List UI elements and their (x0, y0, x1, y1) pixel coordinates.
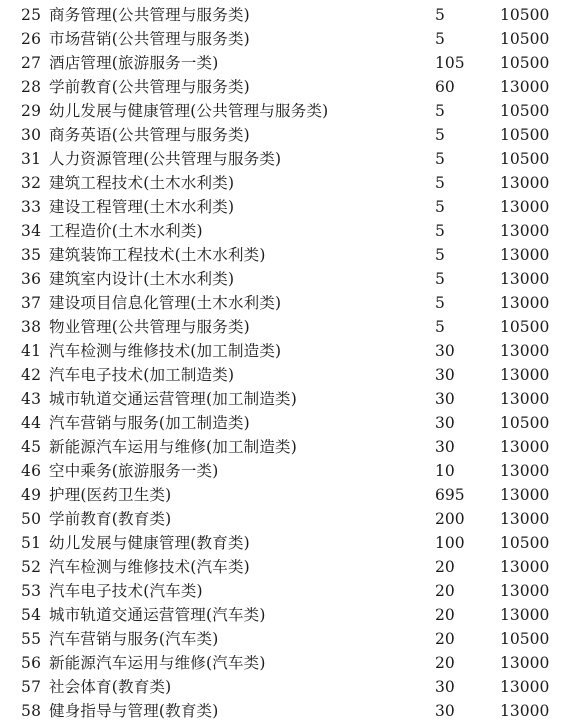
major-name: 市场营销(公共管理与服务类) (49, 30, 250, 48)
row-number: 38 (21, 318, 42, 336)
major-name: 新能源汽车运用与维修(汽车类) (49, 654, 266, 672)
tuition-fee: 13000 (500, 174, 550, 192)
row-number: 56 (21, 654, 42, 672)
table-row (0, 99, 568, 123)
major-name: 建筑工程技术(土木水利类) (49, 174, 235, 192)
enrollment-count: 5 (435, 246, 445, 264)
enrollment-count: 30 (435, 678, 455, 696)
enrollment-count: 20 (435, 654, 455, 672)
row-number: 35 (21, 246, 42, 264)
row-number: 57 (21, 678, 42, 696)
enrollment-count: 20 (435, 606, 455, 624)
enrollment-count: 20 (435, 558, 455, 576)
row-number: 27 (21, 54, 42, 72)
table-row (0, 579, 568, 603)
row-number: 34 (21, 222, 42, 240)
major-name: 工程造价(土木水利类) (49, 222, 203, 240)
table-row (0, 75, 568, 99)
major-name: 汽车检测与维修技术(汽车类) (49, 558, 250, 576)
tuition-fee: 10500 (500, 630, 550, 648)
enrollment-count: 5 (435, 102, 445, 120)
table-row (0, 483, 568, 507)
row-number: 26 (21, 30, 42, 48)
enrollment-count: 30 (435, 390, 455, 408)
major-name: 健身指导与管理(教育类) (49, 702, 219, 720)
row-number: 44 (21, 414, 42, 432)
major-name: 新能源汽车运用与维修(加工制造类) (49, 438, 297, 456)
row-number: 46 (21, 462, 42, 480)
table-row (0, 531, 568, 555)
enrollment-count: 20 (435, 582, 455, 600)
major-name: 汽车检测与维修技术(加工制造类) (49, 342, 282, 360)
table-row (0, 195, 568, 219)
row-number: 45 (21, 438, 42, 456)
enrollment-count: 5 (435, 198, 445, 216)
tuition-fee: 13000 (500, 654, 550, 672)
table-row (0, 627, 568, 651)
enrollment-count: 5 (435, 174, 445, 192)
major-name: 汽车电子技术(汽车类) (49, 582, 203, 600)
enrollment-count: 30 (435, 366, 455, 384)
enrollment-count: 30 (435, 342, 455, 360)
row-number: 29 (21, 102, 42, 120)
tuition-fee: 13000 (500, 222, 550, 240)
table-row (0, 339, 568, 363)
tuition-fee: 13000 (500, 246, 550, 264)
table-row (0, 459, 568, 483)
major-name: 物业管理(公共管理与服务类) (49, 318, 250, 336)
tuition-fee: 10500 (500, 414, 550, 432)
table-row (0, 603, 568, 627)
enrollment-count: 5 (435, 126, 445, 144)
table-row (0, 291, 568, 315)
tuition-fee: 10500 (500, 54, 550, 72)
row-number: 49 (21, 486, 42, 504)
enrollment-count: 10 (435, 462, 455, 480)
enrollment-count: 20 (435, 630, 455, 648)
table-row (0, 315, 568, 339)
row-number: 43 (21, 390, 42, 408)
major-name: 汽车营销与服务(加工制造类) (49, 414, 250, 432)
table-row (0, 123, 568, 147)
row-number: 54 (21, 606, 42, 624)
major-name: 护理(医药卫生类) (49, 486, 172, 504)
table-row (0, 171, 568, 195)
major-name: 汽车营销与服务(汽车类) (49, 630, 219, 648)
enrollment-count: 100 (435, 534, 465, 552)
tuition-fee: 13000 (500, 366, 550, 384)
table-row (0, 555, 568, 579)
enrollment-count: 200 (435, 510, 465, 528)
table-row (0, 699, 568, 723)
row-number: 30 (21, 126, 42, 144)
row-number: 42 (21, 366, 42, 384)
tuition-fee: 10500 (500, 102, 550, 120)
row-number: 41 (21, 342, 42, 360)
tuition-fee: 10500 (500, 6, 550, 24)
table-row (0, 219, 568, 243)
row-number: 52 (21, 558, 42, 576)
major-name: 商务英语(公共管理与服务类) (49, 126, 250, 144)
table-row (0, 27, 568, 51)
enrollment-count: 105 (435, 54, 465, 72)
major-name: 城市轨道交通运营管理(加工制造类) (49, 390, 297, 408)
enrollment-count: 5 (435, 150, 445, 168)
row-number: 51 (21, 534, 42, 552)
table-row (0, 243, 568, 267)
table-row (0, 411, 568, 435)
major-name: 社会体育(教育类) (49, 678, 172, 696)
row-number: 25 (21, 6, 42, 24)
table-row (0, 651, 568, 675)
major-name: 酒店管理(旅游服务一类) (49, 54, 219, 72)
major-name: 学前教育(教育类) (49, 510, 172, 528)
major-name: 幼儿发展与健康管理(公共管理与服务类) (49, 102, 329, 120)
row-number: 36 (21, 270, 42, 288)
enrollment-count: 5 (435, 222, 445, 240)
major-name: 建筑室内设计(土木水利类) (49, 270, 235, 288)
table-row (0, 147, 568, 171)
row-number: 28 (21, 78, 42, 96)
enrollment-count: 60 (435, 78, 455, 96)
enrollment-count: 5 (435, 6, 445, 24)
enrollment-count: 5 (435, 318, 445, 336)
major-name: 汽车电子技术(加工制造类) (49, 366, 235, 384)
table-row (0, 387, 568, 411)
major-name: 人力资源管理(公共管理与服务类) (49, 150, 282, 168)
tuition-fee: 10500 (500, 318, 550, 336)
table-row (0, 51, 568, 75)
tuition-fee: 13000 (500, 582, 550, 600)
tuition-fee: 13000 (500, 678, 550, 696)
tuition-fee: 13000 (500, 270, 550, 288)
row-number: 53 (21, 582, 42, 600)
enrollment-count: 5 (435, 30, 445, 48)
tuition-fee: 13000 (500, 558, 550, 576)
tuition-fee: 13000 (500, 198, 550, 216)
tuition-fee: 13000 (500, 390, 550, 408)
tuition-fee: 13000 (500, 486, 550, 504)
enrollment-count: 5 (435, 270, 445, 288)
table-row (0, 435, 568, 459)
major-name: 空中乘务(旅游服务一类) (49, 462, 219, 480)
table-row (0, 675, 568, 699)
tuition-fee: 13000 (500, 438, 550, 456)
major-name: 学前教育(公共管理与服务类) (49, 78, 250, 96)
enrollment-count: 695 (435, 486, 465, 504)
tuition-fee: 10500 (500, 126, 550, 144)
tuition-fee: 10500 (500, 534, 550, 552)
enrollment-count: 5 (435, 294, 445, 312)
major-name: 商务管理(公共管理与服务类) (49, 6, 250, 24)
table-row (0, 267, 568, 291)
major-name: 幼儿发展与健康管理(教育类) (49, 534, 250, 552)
row-number: 37 (21, 294, 42, 312)
tuition-fee: 10500 (500, 150, 550, 168)
tuition-fee: 10500 (500, 30, 550, 48)
major-name: 建设工程管理(土木水利类) (49, 198, 235, 216)
table-row (0, 363, 568, 387)
row-number: 31 (21, 150, 42, 168)
tuition-fee: 13000 (500, 606, 550, 624)
enrollment-count: 30 (435, 438, 455, 456)
row-number: 58 (21, 702, 42, 720)
major-name: 城市轨道交通运营管理(汽车类) (49, 606, 266, 624)
enrollment-count: 30 (435, 702, 455, 720)
major-name: 建筑装饰工程技术(土木水利类) (49, 246, 266, 264)
tuition-fee: 13000 (500, 342, 550, 360)
table-row (0, 507, 568, 531)
tuition-fee: 13000 (500, 294, 550, 312)
row-number: 55 (21, 630, 42, 648)
enrollment-count: 30 (435, 414, 455, 432)
row-number: 33 (21, 198, 42, 216)
tuition-fee: 13000 (500, 702, 550, 720)
major-name: 建设项目信息化管理(土木水利类) (49, 294, 282, 312)
row-number: 50 (21, 510, 42, 528)
row-number: 32 (21, 174, 42, 192)
tuition-fee: 13000 (500, 510, 550, 528)
tuition-fee: 13000 (500, 78, 550, 96)
table-row (0, 3, 568, 27)
tuition-fee: 13000 (500, 462, 550, 480)
